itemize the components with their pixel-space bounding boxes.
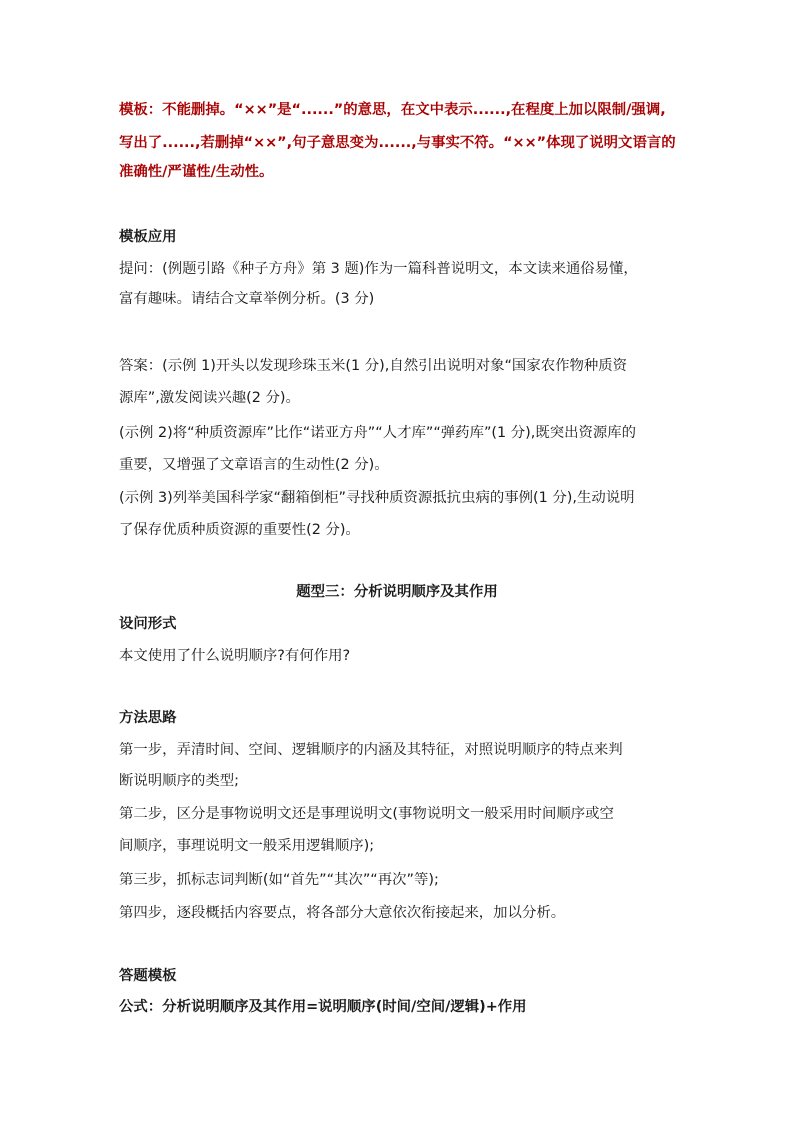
- question-line-2: 富有趣味。请结合文章举例分析。(3 分): [119, 291, 375, 307]
- method-line-4: 间顺序，事理说明文一般采用逻辑顺序);: [119, 838, 375, 854]
- template-line-3: 准确性/严谨性/生动性。: [119, 164, 274, 180]
- answer-line-4: 重要，又增强了文章语言的生动性(2 分)。: [119, 457, 389, 473]
- section-title: 题型三：分析说明顺序及其作用: [296, 584, 498, 600]
- method-heading: 方法思路: [119, 710, 177, 726]
- method-line-1: 第一步，弄清时间、空间、逻辑顺序的内涵及其特征，对照说明顺序的特点来判: [119, 742, 623, 758]
- method-line-2: 断说明顺序的类型;: [119, 773, 239, 789]
- question-form-text: 本文使用了什么说明顺序?有何作用?: [119, 648, 351, 664]
- answer-template-heading: 答题模板: [119, 968, 177, 984]
- answer-line-6: 了保存优质种质资源的重要性(2 分)。: [119, 522, 360, 538]
- template-line-1: 模板：不能删掉。“××”是“......”的意思，在文中表示......,在程度上加以限制/强调,: [119, 102, 666, 118]
- answer-line-3: (示例 2)将“种质资源库”比作“诺亚方舟”“人才库”“弹药库”(1 分),既突出资源库的: [119, 425, 637, 441]
- question-line-1: 提问：(例题引路《种子方舟》第 3 题)作为一篇科普说明文，本文读来通俗易懂，: [119, 261, 638, 277]
- method-line-6: 第四步，逐段概括内容要点，将各部分大意依次衔接起来，加以分析。: [119, 905, 566, 921]
- template-application-heading: 模板应用: [119, 229, 177, 245]
- question-form-heading: 设问形式: [119, 616, 177, 632]
- method-line-3: 第二步，区分是事物说明文还是事理说明文(事物说明文一般采用时间顺序或空: [119, 806, 614, 822]
- template-line-2: 写出了......,若删掉“××”,句子意思变为......,与事实不符。“××”体现了说明文语言的: [119, 135, 676, 151]
- answer-template-formula: 公式：分析说明顺序及其作用=说明顺序(时间/空间/逻辑)+作用: [119, 999, 527, 1015]
- answer-line-1: 答案：(示例 1)开头以发现珍珠玉米(1 分),自然引出说明对象“国家农作物种质资: [119, 358, 628, 374]
- answer-line-2: 源库”,激发阅读兴趣(2 分)。: [119, 390, 300, 406]
- method-line-5: 第三步，抓标志词判断(如“首先”“其次”“再次”等);: [119, 872, 439, 888]
- answer-line-5: (示例 3)列举美国科学家“翻箱倒柜”寻找种质资源抵抗虫病的事例(1 分),生动说明: [119, 490, 635, 506]
